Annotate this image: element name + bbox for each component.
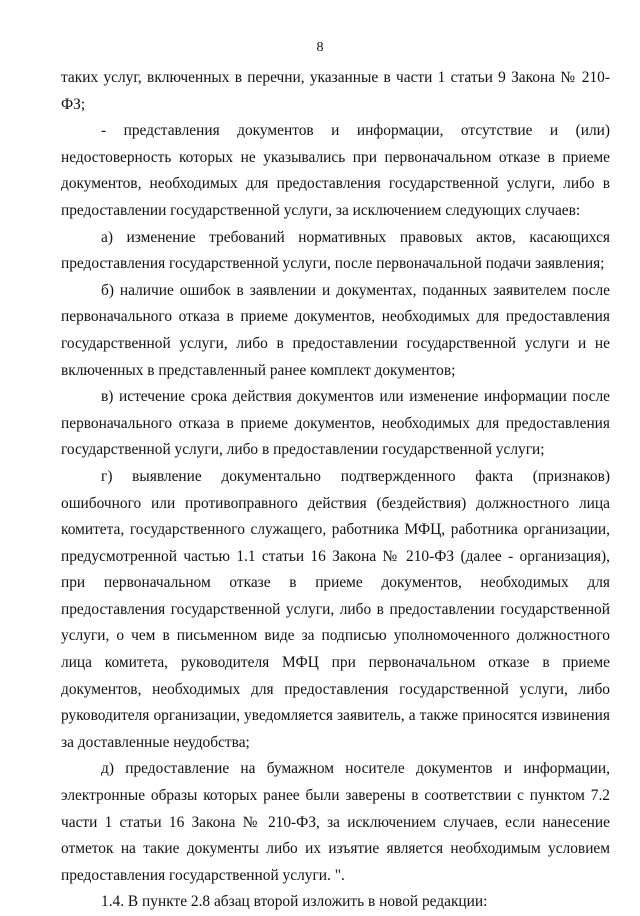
paragraph-case-d: д) предоставление на бумажном носителе документов и информации, электронные образы которых ранее были заверены в соответствии с пунктом 7.2 части 1 статьи 16 Закона № 210-ФЗ, за исключением случаев, если нанесение отметок на такие документы либо их изъятие является необходимым условием предоставления государственной услуги. ". <box>61 760 610 884</box>
paragraph-case-g: г) выявление документально подтвержденного факта (признаков) ошибочного или противоправного действия (бездействия) должностного лица комитета, государственного служащего, работника МФЦ, работника организации, предусмотренной частью 1.1 статьи 16 Закона № 210-ФЗ (далее - организация), при первоначальном отказе в приеме документов, необходимых для предоставления государственной услуги, либо в предоставлении государственной услуги, о чем в письменном виде за подписью уполномоченного должностного лица комитета, руководителя МФЦ при первоначальном отказе в приеме документов, необходимых для предоставления государственной услуги, либо руководителя организации, уведомляется заявитель, а также приносятся извинения за доставленные неудобства; <box>61 467 610 751</box>
paragraph-continuation: таких услуг, включенных в перечни, указанные в части 1 статьи 9 Закона № 210-ФЗ; <box>61 69 610 113</box>
document-body <box>61 65 610 916</box>
page-number: 8 <box>316 40 324 55</box>
paragraph-case-b: б) наличие ошибок в заявлении и документах, поданных заявителем после первоначального отказа в приеме документов, необходимых для предоставления государственной услуги, либо в предоставлении государственной услуги и не включенных в представленный ранее комплект документов; <box>61 281 610 379</box>
paragraph-representation-clause: - представления документов и информации, отсутствие и (или) недостоверность которых не указывались при первоначальном отказе в приеме документов, необходимых для предоставления государственной услуги, либо в предоставлении государственной услуги, за исключением следующих случаев: <box>61 122 610 219</box>
paragraph-case-a: а) изменение требований нормативных правовых актов, касающихся предоставления государственной услуги, после первоначальной подачи заявления; <box>61 228 610 273</box>
paragraph-case-v: в) истечение срока действия документов или изменение информации после первоначального отказа в приеме документов, необходимых для предоставления государственной услуги, либо в предоставлении государственной услуги; <box>61 388 610 459</box>
paragraph-amendment-1-4: 1.4. В пункте 2.8 абзац второй изложить в новой редакции: <box>101 893 488 911</box>
